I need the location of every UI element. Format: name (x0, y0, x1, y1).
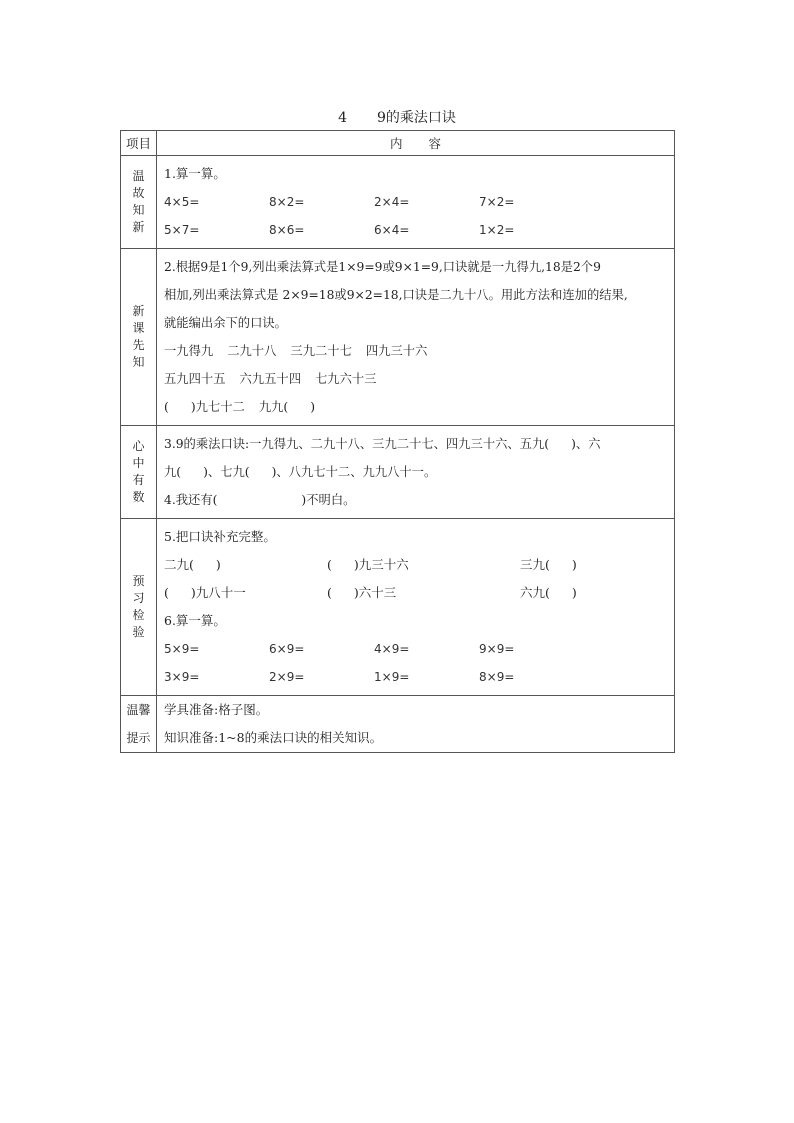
q6-row1: 5×9= 6×9= 4×9= 9×9= (164, 642, 515, 656)
q5-title: 5.把口诀补充完整。 (164, 529, 276, 544)
q2-line3: 就能编出余下的口诀。 (164, 316, 287, 330)
new-lesson-label: 新 课 先 知 (121, 249, 157, 426)
header-item: 项目 (121, 131, 157, 156)
header-row (121, 131, 675, 156)
tips-row-2 (121, 724, 675, 753)
q1-row1: 4×5= 8×2= 2×4= 7×2= (164, 195, 515, 209)
mind-row (121, 426, 675, 519)
q5-row1: 二九( ) ( )九三十六 三九( ) (164, 557, 577, 572)
review-content (157, 156, 675, 249)
lesson-number: 4 (338, 110, 347, 126)
q6-row2: 3×9= 2×9= 1×9= 8×9= (164, 670, 515, 684)
worksheet-table (120, 130, 675, 753)
koujue-line3: ( )九七十二 九九( ) (164, 400, 316, 414)
preview-row (121, 519, 675, 696)
header-content: 内 容 (157, 131, 675, 156)
q2-line1: 2.根据9是1个9,列出乘法算式是1×9=9或9×1=9,口诀就是一九得九,18是2个9 (164, 260, 601, 274)
q3-line1: 3.9的乘法口诀:一九得九、二九十八、三九二十七、四九三十六、五九( )、六 (164, 437, 601, 451)
q3-line2: 九( )、七九( )、八九七十二、九九八十一。 (164, 465, 437, 479)
mind-label: 心 中 有 数 (121, 426, 157, 519)
preview-content (157, 519, 675, 696)
mind-content (157, 426, 675, 519)
koujue-line2: 五九四十五 六九五十四 七九六十三 (164, 372, 377, 386)
tips-line2-cell (157, 724, 675, 753)
koujue-line1: 一九得九 二九十八 三九二十七 四九三十六 (164, 344, 428, 358)
q5-row2: ( )九八十一 ( )六十三 六九( ) (164, 585, 577, 600)
review-label: 温 故 知 新 (121, 156, 157, 249)
q1-title: 1.算一算。 (164, 166, 226, 181)
page-title (0, 107, 794, 127)
tips-line1: 学具准备:格子图。 (164, 702, 269, 717)
tips-line1-cell (157, 696, 675, 725)
q6-title: 6.算一算。 (164, 613, 226, 628)
preview-label: 预 习 检 验 (121, 519, 157, 696)
tips-line2: 知识准备:1~8的乘法口诀的相关知识。 (164, 730, 383, 745)
q2-line2: 相加,列出乘法算式是 2×9=18或9×2=18,口诀是二九十八。用此方法和连加的结果, (164, 288, 628, 302)
tips-row-1 (121, 696, 675, 725)
new-lesson-row (121, 249, 675, 426)
new-lesson-content (157, 249, 675, 426)
review-row (121, 156, 675, 249)
q4-line: 4.我还有( )不明白。 (164, 493, 356, 507)
tips-label-top: 温馨 (121, 696, 157, 725)
tips-label-bottom: 提示 (121, 724, 157, 753)
q1-row2: 5×7= 8×6= 6×4= 1×2= (164, 223, 515, 237)
lesson-title: 9的乘法口诀 (377, 110, 456, 126)
